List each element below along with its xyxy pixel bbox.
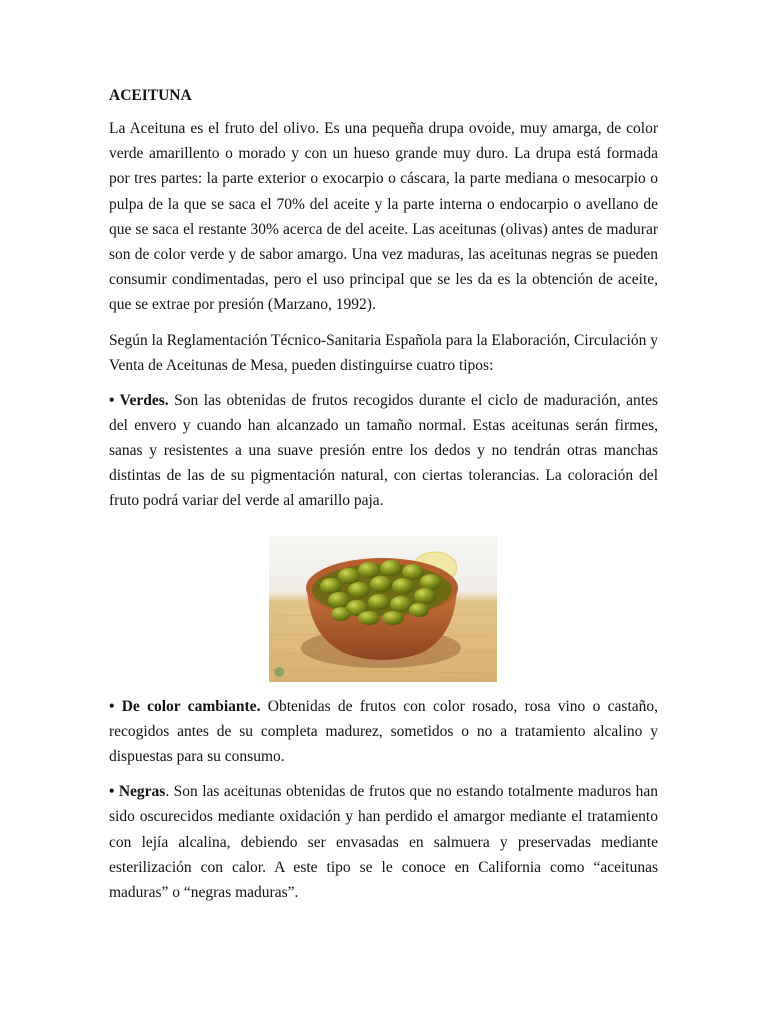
olive-bowl-photo (269, 536, 497, 682)
verdes-label: • Verdes. (109, 391, 169, 409)
cambiante-paragraph (109, 694, 658, 770)
classification-paragraph: Según la Reglamentación Técnico-Sanitaria Española para la Elaboración, Circulación y Venta de Aceitunas de Mesa, pueden distinguirse cuatro tipos: (109, 331, 658, 374)
negras-paragraph (109, 779, 658, 905)
verdes-text: Son las obtenidas de frutos recogidos durante el ciclo de maduración, antes del envero y cuando han alcanzado un tamaño normal. Estas aceitunas serán firmes, sanas y resistentes a una suave presión entre los dedos y no tendrán otras manchas distintas de las de su pigmentación natural, con ciertas tolerancias. La coloración del fruto podrá variar del verde al amarillo paja. (109, 391, 658, 510)
negras-text: . Son las aceitunas obtenidas de frutos que no estando totalmente maduros han sido oscurecidos mediante oxidación y han perdido el amargor mediante el tratamiento con lejía alcalina, debiendo ser envasadas en salmuera y preservadas mediante esterilización con calor. A este tipo se le conoce en California como “aceitunas maduras” o “negras maduras”. (109, 783, 658, 902)
document-body (109, 86, 658, 915)
intro-paragraph: La Aceituna es el fruto del olivo. Es una pequeña drupa ovoide, muy amarga, de color verde amarillento o morado y con un hueso grande muy duro. La drupa está formada por tres partes: la parte exterior o exocarpio o cáscara, la parte mediana o mesocarpio o pulpa de la que se saca el 70% del aceite y la parte interna o endocarpio o avellano de que se saca el restante 30% acerca de del aceite. Las aceitunas (olivas) antes de madurar son de color verde y de sabor amargo. Una vez maduras, las aceitunas negras se pueden consumir condimentadas, pero el uso principal que se les da es la obtención de aceite, que se extrae por presión (Marzano, 1992). (109, 120, 658, 314)
cambiante-text: Obtenidas de frutos con color rosado, rosa vino o castaño, recogidos antes de su completa madurez, sometidos o no a tratamiento alcalino y dispuestas para su consumo. (109, 697, 659, 766)
cambiante-label: • De color cambiante. (109, 697, 261, 715)
verdes-paragraph (109, 388, 658, 514)
document-title: ACEITUNA (109, 87, 192, 104)
negras-label: • Negras (109, 783, 166, 801)
